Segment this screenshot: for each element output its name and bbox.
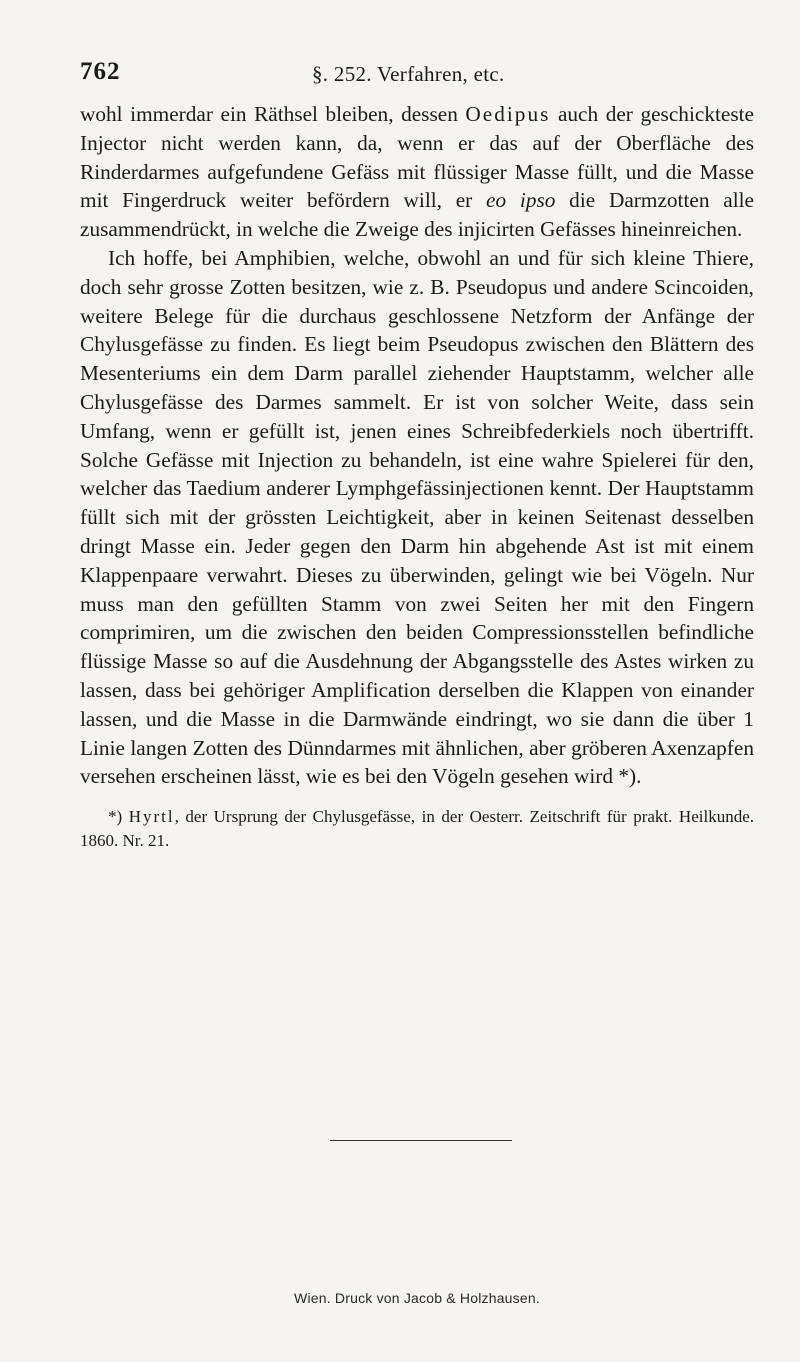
printer-imprint: Wien. Druck von Jacob & Holzhausen.: [294, 1290, 540, 1306]
text-run: wohl immerdar ein Räthsel bleiben, dessen: [80, 102, 466, 126]
name-oedipus: Oedipus: [465, 102, 551, 126]
section-heading: §. 252. Verfahren, etc.: [312, 62, 505, 86]
footnote: [80, 805, 754, 853]
footnote-text: , der Ursprung der Chylusgefässe, in der Oesterr. Zeitschrift für prakt. Heilkunde. 1860. Nr. 21.: [80, 807, 755, 851]
footnote-author: Hyrtl: [128, 807, 175, 827]
paragraph-continuation: [80, 100, 754, 244]
text-run: auch der geschickteste Injector nicht werden kann, da, wenn er das auf der Oberfläche des Rinderdarmes aufgefundene Gefäss mit flüssiger Masse füllt, und die Masse mit Fingerdruck weiter befördern will, er: [80, 102, 754, 213]
document-page: [80, 58, 754, 1318]
text-run: die Darmzotten alle zusammendrückt, in welche die Zweige des injicirten Gefässes hineinreichen.: [80, 188, 754, 242]
footnote-marker: *): [108, 807, 123, 827]
end-rule: [330, 1140, 512, 1141]
page-number: 762: [80, 58, 121, 85]
body-text: [80, 100, 754, 791]
running-head: [80, 58, 754, 94]
latin-phrase: eo ipso: [486, 188, 556, 213]
paragraph-pseudopus: Ich hoffe, bei Amphibien, welche, obwohl an und für sich kleine Thiere, doch sehr grosse Zotten besitzen, wie z. B. Pseudopus und andere Scincoiden, weitere Belege für die durchaus geschlossene Netzform der Anfänge der Chylusgefässe zu finden. Es liegt beim Pseudopus zwischen den Blättern des Mesenteriums ein dem Darm parallel ziehender Hauptstamm, welcher alle Chylusgefässe des Darmes sammelt. Er ist von solcher Weite, dass sein Umfang, wenn er gefüllt ist, jenen eines Schreibfederkiels noch übertrifft. Solche Gefässe mit Injection zu behandeln, ist eine wahre Spielerei für den, welcher das Taedium anderer Lymphgefässinjectionen kennt. Der Hauptstamm füllt sich mit der grössten Leichtigkeit, aber in keinen Seitenast desselben dringt Masse ein. Jeder gegen den Darm hin abgehende Ast ist mit einem Klappenpaare verwahrt. Dieses zu überwinden, gelingt wie bei Vögeln. Nur muss man den gefüllten Stamm von zwei Seiten her mit den Fingern comprimiren, um die zwischen den beiden Compressionsstellen befindliche flüssige Masse so auf die Ausdehnung der Abgangsstelle des Astes wirken zu lassen, dass bei gehöriger Amplification derselben die Klappen von einander lassen, und die Masse in die Darmwände eindringt, wo sie dann die über 1 Linie langen Zotten des Dünndarmes mit ähnlichen, aber gröberen Axenzapfen versehen erscheinen lässt, wie es bei den Vögeln gesehen wird *).: [80, 245, 754, 789]
